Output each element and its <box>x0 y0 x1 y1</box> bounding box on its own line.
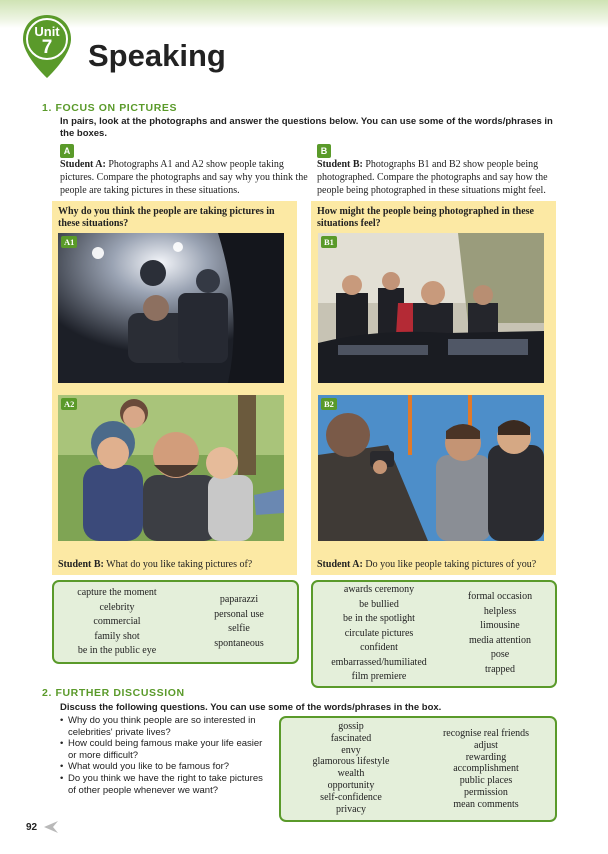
word-item: capture the moment <box>77 587 157 598</box>
panel-b-followup-label: Student A: <box>317 559 363 570</box>
wordbox-c <box>279 716 557 822</box>
word-item: accomplishment <box>453 763 519 775</box>
photo-b2-image <box>318 395 544 541</box>
photo-a2-label: A2 <box>61 398 77 410</box>
word-item: trapped <box>485 663 515 675</box>
word-item: spontaneous <box>214 637 264 649</box>
unit-number: 7 <box>41 37 53 58</box>
word-item: formal occasion <box>467 591 533 602</box>
photo-b2-label: B2 <box>321 398 337 410</box>
word-item: adjust <box>474 739 498 751</box>
page-title: Speaking <box>88 38 226 73</box>
photo-b1-label: B1 <box>321 236 337 248</box>
word-item: selfie <box>228 623 250 634</box>
word-item: paparazzi <box>219 594 259 605</box>
word-item: envy <box>341 744 361 756</box>
word-item: film premiere <box>351 671 407 682</box>
section-2-instruction: Discuss the following questions. You can use some of the words/phrases in the box. <box>60 702 442 713</box>
word-item: self-confidence <box>320 791 382 803</box>
word-item: personal use <box>214 608 264 620</box>
word-item: family shot <box>94 630 140 642</box>
photo-a1-label: A1 <box>61 236 77 248</box>
unit-badge <box>22 14 72 80</box>
panel-a-followup-label: Student B: <box>58 559 104 570</box>
page-arrow-icon <box>44 821 58 833</box>
student-a-label: Student A: <box>60 159 106 170</box>
word-item: celebrity <box>99 601 135 613</box>
part-b-badge: B <box>317 144 331 158</box>
discussion-question: • What would you like to be famous for? <box>60 761 270 773</box>
wordbox-a <box>52 580 299 664</box>
photo-a1-image <box>58 233 284 383</box>
wordbox-b <box>311 580 557 688</box>
word-item: limousine <box>480 620 520 631</box>
word-item: public places <box>459 775 513 787</box>
word-item: recognise real friends <box>442 728 530 739</box>
panel-a-followup <box>58 559 290 571</box>
word-item: opportunity <box>327 779 375 791</box>
discussion-question: • Do you think we have the right to take pictures of other people whenever we want? <box>60 773 270 796</box>
wordbox-a-col2 <box>184 593 294 651</box>
photo-a1 <box>58 233 284 383</box>
panel-b-question: How might the people being photographed in these situations feel? <box>317 206 534 229</box>
word-item: awards ceremony <box>343 584 415 595</box>
top-band <box>0 0 608 28</box>
student-b-text: Photographs B1 and B2 show people being photographed. Compare the photographs and say how the people being photographed in these situations might feel. <box>317 159 548 196</box>
panel-b-followup-text: Do you like people taking pictures of you? <box>362 559 537 570</box>
wordbox-a-col1 <box>57 586 177 659</box>
page-number: 92 <box>26 822 38 833</box>
word-item: gossip <box>338 721 364 732</box>
word-item: commercial <box>93 616 141 627</box>
photo-b2 <box>318 395 544 541</box>
wordbox-c-col1 <box>289 721 413 815</box>
word-item: helpless <box>483 605 517 617</box>
part-a-instruction <box>60 158 310 197</box>
word-item: wealth <box>337 768 365 780</box>
discussion-questions <box>60 715 270 796</box>
word-item: rewarding <box>465 751 507 763</box>
word-item: be in the public eye <box>77 645 157 656</box>
unit-label: Unit <box>34 24 60 39</box>
word-item: circulate pictures <box>344 627 414 639</box>
word-item: be bullied <box>359 598 399 610</box>
wordbox-c-col2 <box>421 728 551 811</box>
word-item: permission <box>464 786 508 798</box>
word-item: fascinated <box>330 732 372 744</box>
wordbox-b-col1 <box>315 583 443 685</box>
section-1-instruction: In pairs, look at the photographs and answer the questions below. You can use some of the words/phrases in the boxes. <box>60 116 553 139</box>
word-item: confident <box>360 642 398 653</box>
section-1-heading: 1. FOCUS ON PICTURES <box>42 102 178 114</box>
student-b-label: Student B: <box>317 159 363 170</box>
panel-b <box>311 201 556 575</box>
photo-a2-image <box>58 395 284 541</box>
section-2-heading: 2. FURTHER DISCUSSION <box>42 687 185 699</box>
word-item: privacy <box>336 803 366 815</box>
panel-a <box>52 201 297 575</box>
photo-a2 <box>58 395 284 541</box>
word-item: media attention <box>469 634 531 646</box>
word-item: pose <box>490 649 510 660</box>
word-item: glamorous lifestyle <box>312 756 390 768</box>
wordbox-b-col2 <box>449 590 551 677</box>
word-item: embarrassed/humiliated <box>331 656 427 668</box>
word-item: mean comments <box>453 798 519 810</box>
photo-b1-image <box>318 233 544 383</box>
discussion-question: • Why do you think people are so interested in celebrities' private lives? <box>60 715 270 738</box>
panel-b-followup <box>317 559 551 571</box>
panel-a-followup-text: What do you like taking pictures of? <box>103 559 253 570</box>
part-a-badge: A <box>60 144 74 158</box>
student-a-text: Photographs A1 and A2 show people taking pictures. Compare the photographs and say why you think the people are taking pictures in these situations. <box>60 159 308 196</box>
discussion-question: • How could being famous make your life easier or more difficult? <box>60 738 270 761</box>
photo-b1 <box>318 233 544 383</box>
word-item: be in the spotlight <box>343 613 415 624</box>
part-b-instruction <box>317 158 557 197</box>
panel-a-question: Why do you think the people are taking pictures in these situations? <box>58 206 275 229</box>
